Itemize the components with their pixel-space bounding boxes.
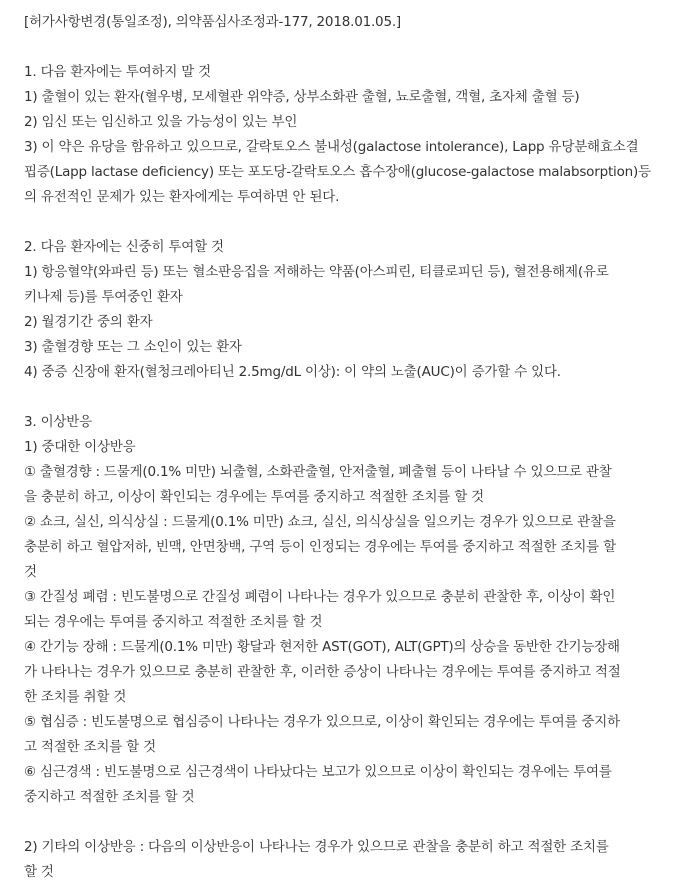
spacer	[24, 210, 678, 235]
text-line: 것	[24, 564, 37, 580]
text-line: 1) 항응혈약(와파린 등) 또는 혈소판응집을 저해하는 약품(아스피린, 티클로피딘 등), 혈전용해제(유로	[24, 264, 609, 280]
text-line: 한 조치를 취할 것	[24, 689, 127, 705]
text-line: 4) 중증 신장애 환자(혈청크레아티닌 2.5mg/dL 이상): 이 약의 노출(AUC)이 증가할 수 있다.	[24, 364, 561, 380]
subsection-title: 1) 중대한 이상반응	[24, 439, 136, 455]
text-line: 2) 임신 또는 임신하고 있을 가능성이 있는 부인	[24, 114, 298, 130]
text-line: 되는 경우에는 투여를 중지하고 적절한 조치를 할 것	[24, 614, 323, 630]
text-line: 중지하고 적절한 조치를 할 것	[24, 789, 195, 805]
text-line: ① 출혈경향 : 드물게(0.1% 미만) 뇌출혈, 소화관출혈, 안저출혈, 폐출혈 등이 나타날 수 있으므로 관찰	[24, 464, 612, 480]
text-line: 의 유전적인 문제가 있는 환자에게는 투여하면 안 된다.	[24, 189, 340, 205]
section-adverse-reactions	[24, 410, 678, 885]
text-line: 키나제 등)를 투여중인 환자	[24, 289, 183, 305]
spacer	[24, 35, 678, 60]
text-line: 2) 월경기간 중의 환자	[24, 314, 153, 330]
spacer	[24, 810, 678, 835]
text-line: 핍증(Lapp lactase deficiency) 또는 포도당-갈락토오스 흡수장애(glucose-galactose malabsorption)등	[24, 164, 651, 180]
text-line: 3) 이 약은 유당을 함유하고 있으므로, 갈락토오스 불내성(galactose intolerance), Lapp 유당분해효소결	[24, 139, 639, 155]
text-line: ③ 간질성 폐렴 : 빈도불명으로 간질성 폐렴이 나타나는 경우가 있으므로 충분히 관찰한 후, 이상이 확인	[24, 589, 616, 605]
section-title: 3. 이상반응	[24, 414, 92, 430]
section-title: 1. 다음 환자에는 투여하지 말 것	[24, 64, 212, 80]
section-caution	[24, 235, 678, 385]
text-line: 고 적절한 조치를 할 것	[24, 739, 156, 755]
text-line: ② 쇼크, 실신, 의식상실 : 드물게(0.1% 미만) 쇼크, 실신, 의식상실을 일으키는 경우가 있으므로 관찰을	[24, 514, 616, 530]
text-line: 충분히 하고 혈압저하, 빈맥, 안면창백, 구역 등이 인정되는 경우에는 투여를 중지하고 적절한 조치를 할	[24, 539, 616, 555]
section-contraindications	[24, 60, 678, 210]
text-line: 을 충분히 하고, 이상이 확인되는 경우에는 투여를 중지하고 적절한 조치를 할 것	[24, 489, 485, 505]
text-line: 가 나타나는 경우가 있으므로 충분히 관찰한 후, 이러한 증상이 나타나는 경우에는 투여를 중지하고 적절	[24, 664, 621, 680]
text-line: 2) 기타의 이상반응 : 다음의 이상반응이 나타나는 경우가 있으므로 관찰을 충분히 하고 적절한 조치를	[24, 839, 609, 855]
spacer	[24, 385, 678, 410]
text-line: ⑤ 협심증 : 빈도불명으로 협심증이 나타나는 경우가 있으므로, 이상이 확인되는 경우에는 투여를 중지하	[24, 714, 620, 730]
text-line: ⑥ 심근경색 : 빈도불명으로 심근경색이 나타났다는 보고가 있으므로 이상이 확인되는 경우에는 투여를	[24, 764, 612, 780]
text-line: 3) 출혈경향 또는 그 소인이 있는 환자	[24, 339, 242, 355]
text-line: ④ 간기능 장해 : 드물게(0.1% 미만) 황달과 현저한 AST(GOT), ALT(GPT)의 상승을 동반한 간기능장해	[24, 639, 620, 655]
revision-header: [허가사항변경(통일조정), 의약품심사조정과-177, 2018.01.05.]	[24, 14, 401, 30]
section-title: 2. 다음 환자에는 신중히 투여할 것	[24, 239, 224, 255]
text-line: 할 것	[24, 864, 54, 880]
text-line: 1) 출혈이 있는 환자(혈우병, 모세혈관 위약증, 상부소화관 출혈, 뇨로출혈, 객혈, 초자체 출혈 등)	[24, 89, 580, 105]
